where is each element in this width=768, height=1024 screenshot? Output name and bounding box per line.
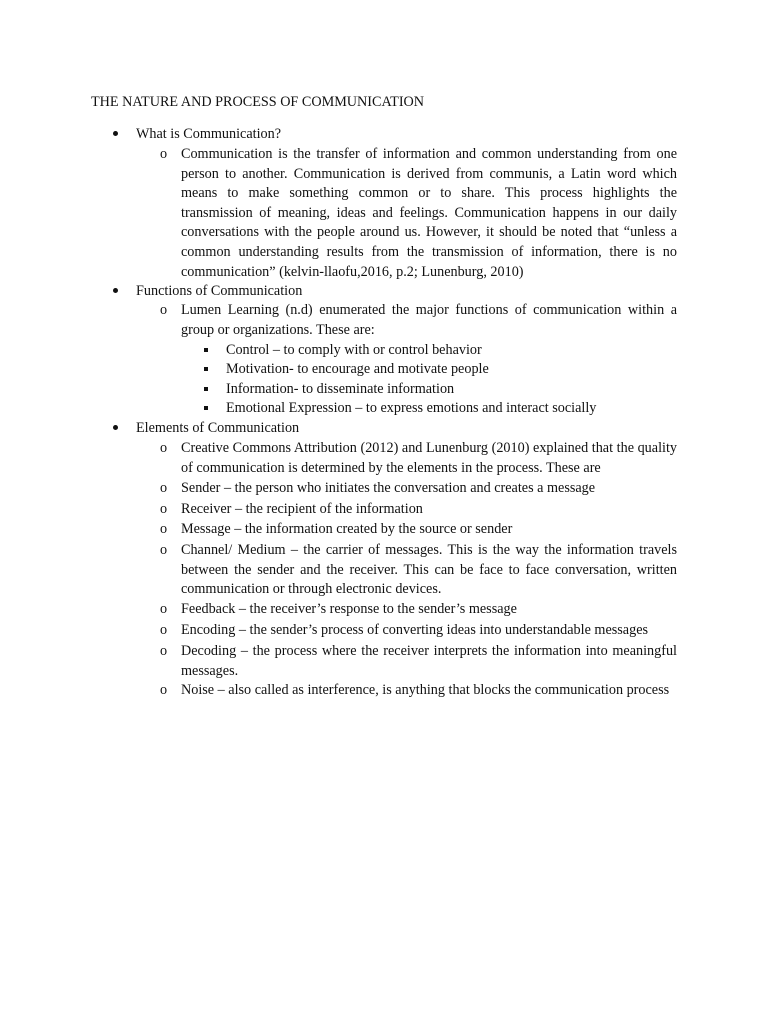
sub-list-item-text: Emotional Expression – to express emotions and interact socially xyxy=(226,400,597,416)
sub-list-item-text: Motivation- to encourage and motivate people xyxy=(226,361,489,377)
circle-bullet-icon: o xyxy=(160,146,168,162)
sub-list-item-text: Information- to disseminate information xyxy=(226,381,455,397)
list-item-text: Message – the information created by the source or sender xyxy=(181,521,513,537)
section-heading: What is Communication? xyxy=(136,126,281,142)
square-bullet-icon xyxy=(204,360,208,380)
circle-bullet-icon: o xyxy=(160,480,168,496)
list-item-text: Encoding – the sender’s process of converting ideas into understandable messages xyxy=(181,622,649,638)
list-item-text: Channel/ Medium – the carrier of messages. This is the way the information travels between the sender and the receiver. This can be face to face conversation, written communication or through electronic devices. xyxy=(181,542,677,598)
square-bullet-icon xyxy=(204,399,208,419)
list-item-text: Receiver – the recipient of the information xyxy=(181,501,423,517)
square-bullet-icon xyxy=(204,380,208,400)
section-heading: Elements of Communication xyxy=(136,420,300,436)
list-item-text: Decoding – the process where the receiver interprets the information into meaningful messages. xyxy=(181,643,677,679)
circle-bullet-icon: o xyxy=(160,521,168,537)
sub-list-item-text: Control – to comply with or control behavior xyxy=(226,342,482,358)
circle-bullet-icon: o xyxy=(160,643,168,659)
page-title: THE NATURE AND PROCESS OF COMMUNICATION xyxy=(91,94,425,110)
circle-bullet-icon: o xyxy=(160,622,168,638)
list-item-text: Communication is the transfer of information and common understanding from one person to another. Communication is derived from communis, a Latin word which means to make something common or to share. This process highlights the transmission of meaning, ideas and feelings. Communication happens in our daily conversations with the people around us. However, it should be noted that “unless a common understanding results from the transmission of information, there is no communication” (kelvin-llaofu,2016, p.2; Lunenburg, 2010) xyxy=(181,146,677,280)
circle-bullet-icon: o xyxy=(160,542,168,558)
bullet-icon xyxy=(113,125,118,145)
circle-bullet-icon: o xyxy=(160,302,168,318)
bullet-icon xyxy=(113,282,118,302)
bullet-icon xyxy=(113,419,118,439)
circle-bullet-icon: o xyxy=(160,601,168,617)
list-item-text: Sender – the person who initiates the conversation and creates a message xyxy=(181,480,596,496)
list-item-text: Creative Commons Attribution (2012) and Lunenburg (2010) explained that the quality of communication is determined by the elements in the process. These are xyxy=(181,440,677,476)
list-item-text: Feedback – the receiver’s response to the sender’s message xyxy=(181,601,517,617)
circle-bullet-icon: o xyxy=(160,682,168,698)
section-heading: Functions of Communication xyxy=(136,283,303,299)
list-item-text: Lumen Learning (n.d) enumerated the major functions of communication within a group or organizations. These are: xyxy=(181,302,677,338)
circle-bullet-icon: o xyxy=(160,440,168,456)
circle-bullet-icon: o xyxy=(160,501,168,517)
square-bullet-icon xyxy=(204,341,208,361)
list-item-text: Noise – also called as interference, is anything that blocks the communication process xyxy=(181,682,670,698)
